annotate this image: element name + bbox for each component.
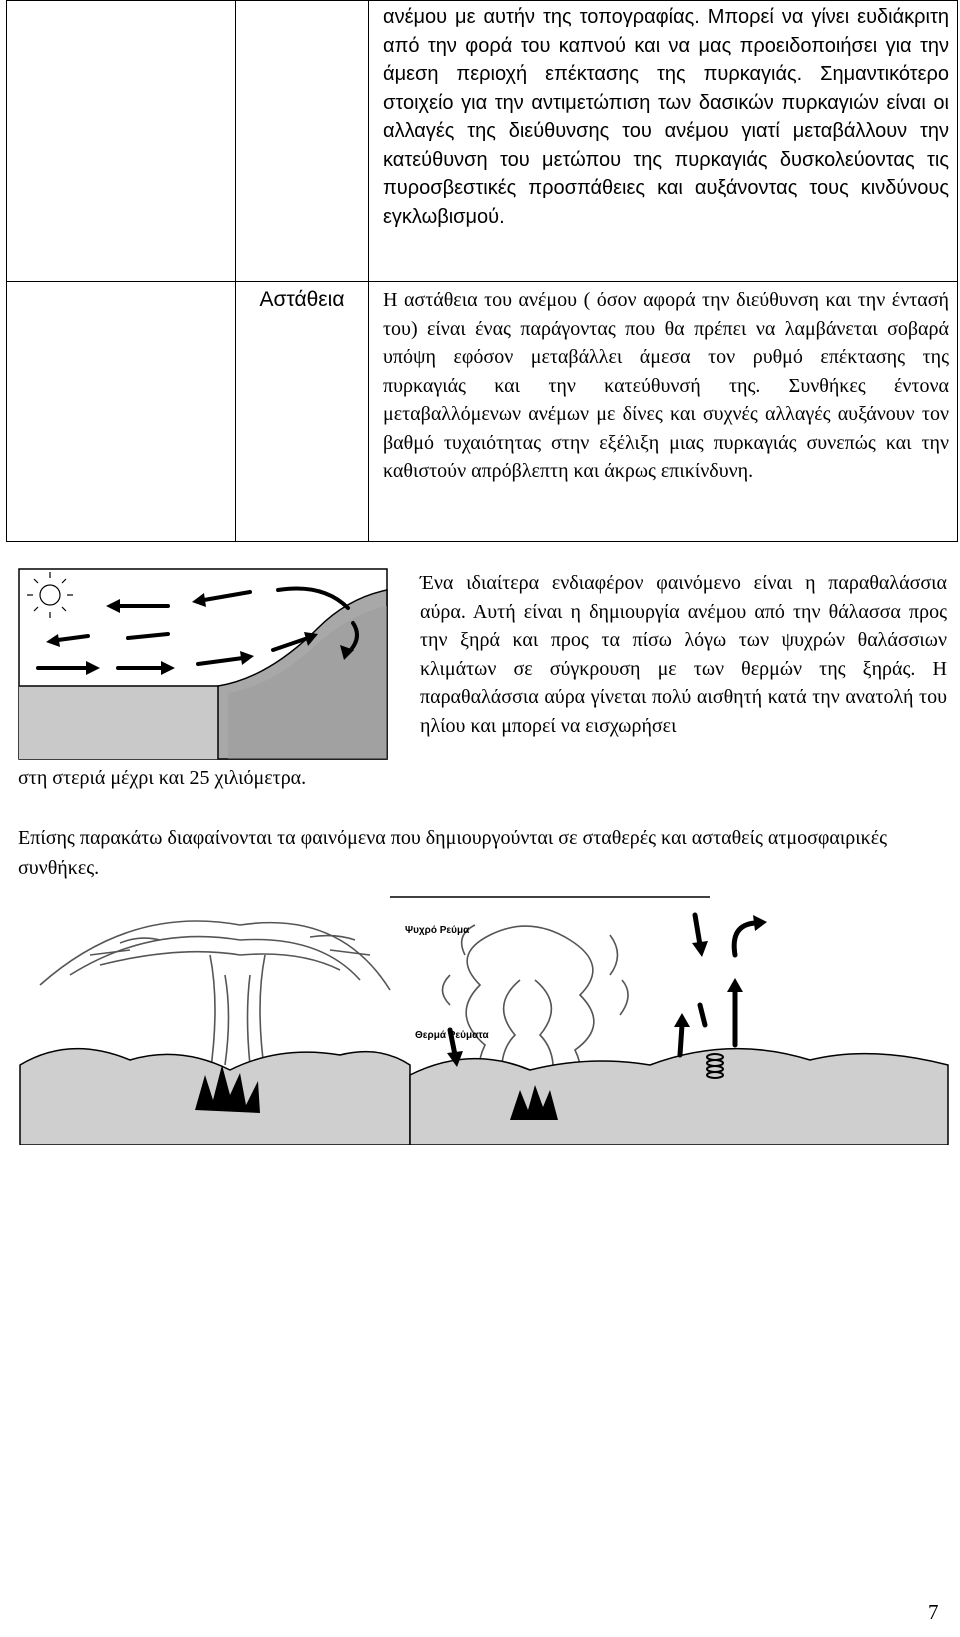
wind-direction-description: ανέμου με αυτήν της τοπογραφίας. Μπορεί να γίνει ευδιάκριτη από την φορά του καπνού και να μας προειδοποιήσει για την άμεση περιοχή επέκτασης της πυρκαγιάς. Σημαντικότερο στοιχείο για την αντιμετώπιση των δασικών πυρκαγιών είναι οι αλλαγές της διεύθυνσης του ανέμου γιατί μεταβάλλουν την κατεύθυνση του μετώπου της πυρκαγιάς δυσκολεύοντας τις πυροσβεστικές προσπάθειες και αυξάνοντας τους κινδύνους εγκλωβισμού. xyxy=(383,6,949,228)
wind-properties-table xyxy=(6,0,958,542)
sea-breeze-diagram xyxy=(18,568,388,760)
page-number: 7 xyxy=(928,1600,939,1624)
table-cell-term-empty xyxy=(236,1,369,282)
table-cell-term xyxy=(236,282,369,542)
table-cell-empty xyxy=(7,282,236,542)
table-cell-description xyxy=(369,282,958,542)
right-terrain xyxy=(410,1049,948,1145)
table-row xyxy=(7,1,958,282)
table-row xyxy=(7,282,958,542)
sea-breeze-text: Ένα ιδιαίτερα ενδιαφέρον φαινόμενο είναι η παραθαλάσσια αύρα. Αυτή είναι η δημιουργία ανέμου από την θάλασσα προς την ξηρά και προς τα πίσω λόγω των ψυχρών θαλάσσιων κλιμάτων σε σύγκρουση με των θερμών της ξηράς. Η παραθαλάσσια αύρα γίνεται πολύ αισθητή κατά την ανατολή του ηλίου και μπορεί να εισχωρήσει xyxy=(420,572,947,737)
sea-breeze-continuation: στη στεριά μέχρι και 25 χιλιόμετρα. xyxy=(18,767,307,789)
stable-unstable-intro: Επίσης παρακάτω διαφαίνονται τα φαινόμενα που δημιουργούνται σε σταθερές και ασταθείς ατμοσφαιρικές συνθήκες. xyxy=(18,827,888,879)
term-instability: Αστάθεια xyxy=(259,288,345,311)
warm-current-arrows xyxy=(674,915,767,1055)
table-cell-empty xyxy=(7,1,236,282)
warm-currents-label: Θερμά Ρεύματα xyxy=(415,1030,489,1041)
instability-description: Η αστάθεια του ανέμου ( όσον αφορά την διεύθυνση και την έντασή του) είναι ένας παράγοντας που θα πρέπει να λαμβάνεται σοβαρά υπόψη εφόσον μεταβάλλει άμεσα τον ρυθμό επέκτασης της πυρκαγιάς και την κατεύθυνσή της. Συνθήκες έντονα μεταβαλλόμενων ανέμων με δίνες και συχνές αλλαγές αυξάνουν τον βαθμό τυχαιότητας στην εξέλιξη μιας πυρκαγιάς συνεπώς και την καθιστούν απρόβλεπτη και άκρως επικίνδυνη. xyxy=(383,289,949,482)
table-cell-description xyxy=(369,1,958,282)
cold-current-label: Ψυχρό Ρεύμα xyxy=(405,925,470,936)
stable-unstable-fire-diagram xyxy=(10,895,950,1145)
